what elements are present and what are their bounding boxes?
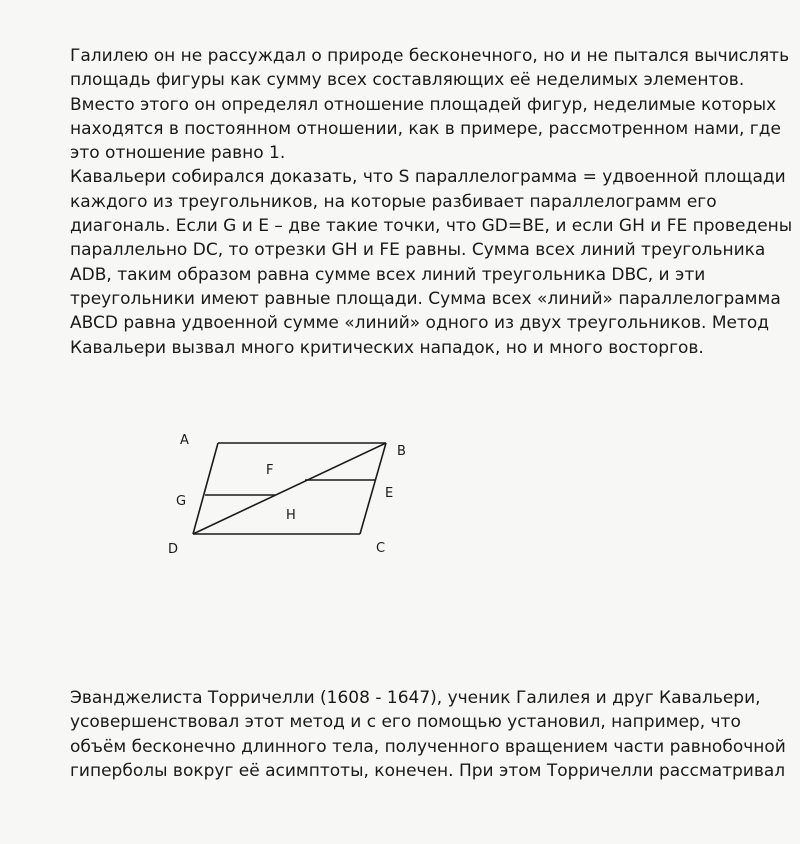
label-e: E — [385, 486, 394, 501]
text-line: Вместо этого он определял отношение площадей фигур, неделимые которых — [70, 94, 777, 115]
text-line: Кавальери собирался доказать, что S параллелограмма = удвоенной площади — [70, 167, 786, 188]
side-ad — [193, 443, 218, 534]
label-h: H — [286, 508, 296, 523]
paragraph-torricelli — [70, 686, 786, 783]
text-line: треугольники имеют равные площади. Сумма всех «линий» параллелограмма — [70, 288, 781, 309]
label-b: B — [397, 444, 406, 459]
text-line: площадь фигуры как сумму всех составляющих её неделимых элементов. — [70, 70, 745, 91]
label-a: A — [180, 433, 189, 448]
text-line: ADB, таким образом равна сумме всех линий треугольника DBC, и эти — [70, 264, 706, 285]
text-line: параллельно DC, то отрезки GH и FE равны. Сумма всех линий треугольника — [70, 240, 766, 261]
text-line: гиперболы вокруг её асимптоты, конечен. При этом Торричелли рассматривал — [70, 760, 786, 781]
label-f: F — [266, 463, 274, 478]
text-line: Галилею он не рассуждал о природе бесконечного, но и не пытался вычислять — [70, 46, 790, 66]
text-line: это отношение равно 1. — [70, 143, 286, 164]
text-line: Кавальери вызвал много критических нападок, но и много восторгов. — [70, 337, 704, 358]
text-line: каждого из треугольников, на которые разбивает параллелограмм его — [70, 191, 717, 212]
text-line: находятся в постоянном отношении, как в примере, рассмотренном нами, где — [70, 118, 781, 139]
text-line: Эванджелиста Торричелли (1608 - 1647), ученик Галилея и друг Кавальери, — [70, 688, 761, 708]
side-bc — [360, 443, 386, 534]
text-line: диагональ. Если G и E – две такие точки, что GD=BE, и если GH и FE проведены — [70, 216, 793, 237]
text-line: объём бесконечно длинного тела, полученного вращением части равнобочной — [70, 736, 786, 757]
text-line: усовершенствовал этот метод и с его помощью установил, например, что — [70, 712, 741, 733]
label-g: G — [176, 494, 187, 509]
label-d: D — [168, 542, 179, 557]
label-c: C — [376, 541, 386, 556]
text-line: ABCD равна удвоенной сумме «линий» одного из двух треугольников. Метод — [70, 313, 770, 334]
